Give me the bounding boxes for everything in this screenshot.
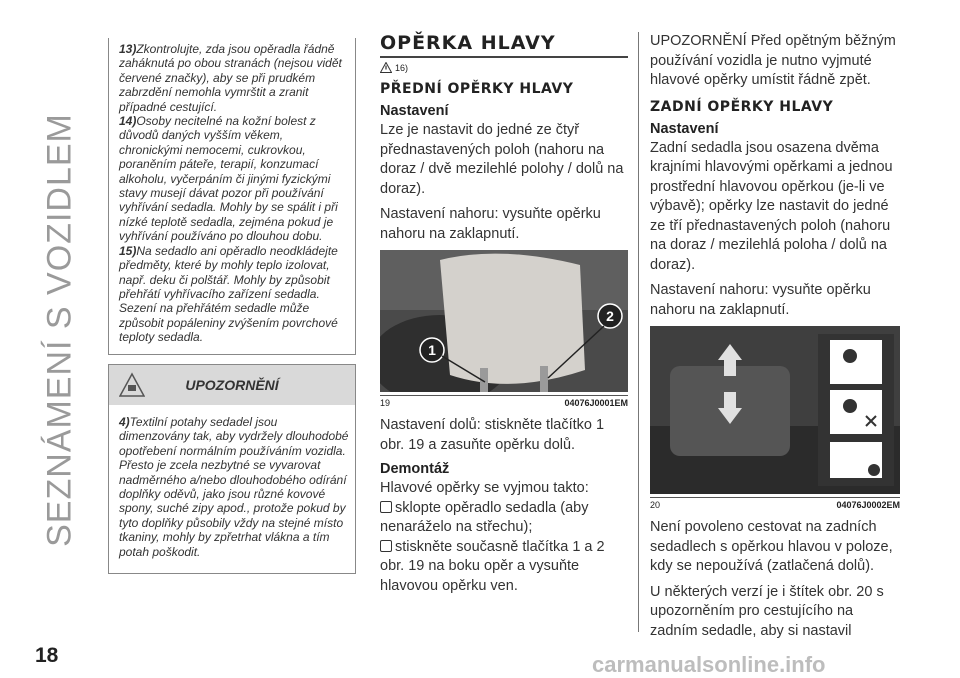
paragraph: UPOZORNĚNÍ Před opětným běžným používání vozidla je nutno vyjmuté hlavové opěrky umístit řádně zpět.: [650, 33, 896, 88]
warning-box: [108, 364, 356, 574]
paragraph: Hlavové opěrky se vyjmou takto:: [380, 480, 589, 496]
note-15: 15)Na sedadlo ani opěradlo neodkládejte předměty, které by mohly teplo izolovat, např. deku či polštář. Mohly by způsobit přehřátí vyhřívacího zařízení sedadla. Sezení na přehřátém sedadle může způsobit popáleniny zvýšením povrchové teploty sedadla.: [119, 243, 338, 345]
figure-20-photo: [650, 326, 900, 494]
warning-reference: 16): [380, 62, 628, 73]
removal-heading: Demontáž: [380, 461, 450, 477]
callout-1: 1: [428, 342, 436, 358]
bullet-item: sklopte opěradlo sedadla (aby nenaráželo na střechu);: [380, 499, 589, 535]
column-headrest-rear: [650, 32, 900, 647]
figure-20-caption: 20 04076J0002EM: [650, 497, 900, 510]
paragraph: Nastavení nahoru: vysuňte opěrku nahoru na zaklapnutí.: [650, 282, 871, 318]
chapter-side-title: SEZNÁMENÍ S VOZIDLEM: [40, 113, 79, 547]
figure-19-photo: [380, 250, 628, 392]
warning-note-4: 4)Textilní potahy sedadel jsou dimenzovány tak, aby vydržely dlouhodobé opotřebení normálním používáním vozidla. Přesto je zcela nezbytné se vyvarovat nadměrného a/nebo dlouhodobého odírání doplňky oděvů, jako jsou různé kovové spony, suché zipy apod., protože pokud by tyto doplňky působily vždy na stejné místo tkaniny, mohly by zpřetrhat vlákna a tím potah poškodit.: [119, 415, 349, 559]
column-headrest-front: [380, 32, 628, 602]
paragraph: Není povoleno cestovat na zadních sedadlech s opěrkou hlavou v poloze, kdy se nepoužívá (zatlačená dolů).: [650, 519, 893, 574]
bullet-icon: [380, 501, 392, 513]
note-13: 13)Zkontrolujte, zda jsou opěradla řádně zaháknutá po obou stranách (nejsou vidět červené značky), aby se při prudkém zabrzdění nemohla vymrštit a zranit případné cestující.: [119, 42, 342, 114]
column-divider: [638, 32, 639, 632]
paragraph: Nastavení nahoru: vysuňte opěrku nahoru na zaklapnutí.: [380, 206, 601, 242]
note-14: 14)Osoby necitelné na kožní bolest z důvodů daných vyšším věkem, chronickými nemocemi, cukrovkou, poraněním páteře, terapií, konzumací alkoholu, vyčerpáním či jinými fyzickými stavy musejí dávat pozor při používání vyhřívání sedadla. Mohly by se spálit i při nízké teplotě sedadla, zejména pokud je vyhřívání používáno po dlouhou dobu.: [119, 114, 338, 244]
title-rule: [380, 56, 628, 58]
paragraph: Nastavení dolů: stiskněte tlačítko 1 obr. 19 a zasuňte opěrku dolů.: [380, 417, 605, 453]
paragraph: Lze je nastavit do jedné ze čtyř přednastavených poloh (nahoru na doraz / dvě mezilehlé polohy / dolů na doraz).: [380, 122, 624, 197]
warning-triangle-icon: [380, 62, 392, 73]
bullet-item: stiskněte současně tlačítka 1 a 2 obr. 19 na boku opěr a vysuňte hlavovou opěrku ven.: [380, 538, 605, 594]
warning-title: UPOZORNĚNÍ: [185, 377, 279, 393]
section-title: OPĚRKA HLAVY: [380, 32, 556, 54]
bullet-icon: [380, 540, 392, 552]
paragraph: Zadní sedadla jsou osazena dvěma krajními hlavovými opěrkami a jednou prostřední hlavovou opěrkou (je-li ve výbavě); opěrky lze nastavit do jedné ze tří přednastavených poloh (nahoru na doraz / mezilehlá poloha / dolů na doraz).: [650, 139, 893, 273]
notes-box: [108, 38, 356, 355]
setting-heading: Nastavení: [380, 103, 449, 119]
rear-headrests-title: ZADNÍ OPĚRKY HLAVY: [650, 98, 834, 115]
page-number: 18: [35, 644, 59, 667]
warning-header: [109, 365, 355, 405]
watermark[interactable]: carmanualsonline.info: [592, 652, 826, 677]
front-headrests-title: PŘEDNÍ OPĚRKY HLAVY: [380, 81, 574, 97]
paragraph: U některých verzí je i štítek obr. 20 s upozorněním pro cestujícího na zadním sedadle, aby si nastavil: [650, 583, 884, 639]
setting-heading: Nastavení: [650, 120, 719, 137]
rear-headrest-illustration: [650, 326, 900, 494]
callout-2: 2: [606, 308, 614, 324]
figure-19-caption: 19 04076J0001EM: [380, 395, 628, 408]
front-headrest-illustration: [380, 250, 628, 392]
